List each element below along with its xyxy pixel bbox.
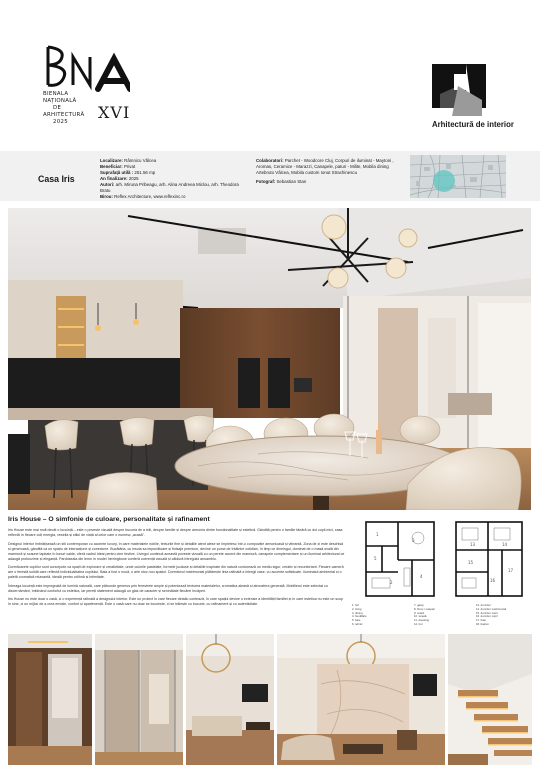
detail-row: Colaboratori: Parchet - Woodcore Cluj, Corpuri de iluminat - Maytoni , Aromas, Ceramice - Marazzi, Canapele, paturi - Milite, Mobila dining Artebruto Vâlcea, Mobila custom Ionut Strachinescu [256, 158, 394, 175]
edition-number: XVI [98, 103, 131, 122]
svg-text:17: 17 [508, 568, 514, 573]
category-label: Arhitectură de interior [432, 120, 514, 129]
article-paragraph: Iris House este mai mult decât o locuință – este o poveste vizuală despre bucuria de a trăi, despre familie și despre armonia dintre funcționalitate și estetică. Gândită pentru o familie tânără cu doi copii mici, casa reflectă în fiecare colț energia, veselia și stilul de viață al celor care o numesc „acasă". [8, 528, 343, 537]
photo-hallway [8, 634, 92, 765]
svg-text:3: 3 [412, 538, 415, 543]
svg-text:16: 16 [490, 578, 496, 583]
project-title: Casa Iris [38, 174, 75, 184]
detail-row: Suprafață utilă : 251.56 mp [100, 170, 156, 175]
location-map [410, 155, 506, 198]
detail-row: An finalizare: 2025 [100, 176, 139, 181]
project-details [100, 158, 250, 194]
photo-staircase [448, 634, 532, 765]
floor-plans [352, 516, 532, 628]
svg-text:15: 15 [468, 560, 474, 565]
main-photo-dining-kitchen [8, 208, 531, 510]
legend-column: 1. hol 2. living 3. dining 4. bucătărie 5. baie 6. tehnic [352, 603, 367, 626]
poster-header [0, 0, 540, 150]
detail-row: Autori: arh. Miruna Pribeagu, arh. Alina Andreea Miclou, arh. Theodora Bratu [100, 182, 239, 193]
article-paragraph: Iris House nu este doar o casă, ci o experiență rafinată a designului interior. Este un proiect în care fiecare detaliu contează, în care spațiul devine o extensie a identității familiei și în care estetica nu este un scop în sine, ci un mijloc de a crea emoție, confort și apartenență. Este o casă care nu doar se locuiește, ci se trăiește cu bucurie, cu rafinament și cu autenticitate. [8, 597, 344, 607]
legend-column: 13. dormitor 14. dormitor matrimonial 15. dormitor copil 16. dormitor copil 17. baie 18. balcon [476, 603, 507, 626]
article-paragraph: Dormitoarele copiilor sunt concepute ca spații de explorare și creativitate, unde culorile pastelate, formele jucăușe și detaliile inspirate din natură conturează un mediu sigur, creativ și reconfortant. Fiecare cameră are o ferestă solidă care reflectă individualitatea copilului. Baia a fost o nouă, o arie stuc nou spațiul. Dormitorul matrimonial plătărește linia rafinată a întregii case, cu accente sofisticate. Iluminatul ambiental și o paletă cromatică relaxantă, ideală pentru odihnă și intimitate. [8, 565, 344, 580]
svg-text:1: 1 [376, 532, 379, 537]
article-title: Iris House – O simfonie de culoare, personalitate și rafinament [8, 516, 210, 523]
svg-text:14: 14 [502, 542, 508, 547]
photo-living-marble [277, 634, 445, 765]
photo-living-tv [186, 634, 274, 765]
legend-column: 7. garaj 8. birou / oaspeți 9. scară 10. terasă 11. dressing 12. hol [414, 603, 435, 626]
office-line: Birou: Reflex Architecture, www.reflexinc.ro [100, 194, 186, 199]
photo-glass-door [95, 634, 183, 765]
article-paragraph: Designul interior îmbrățișează un stil contemporan cu accente luxury, în care materialele nobile, texturile fine și detaliile atent alese se împletesc într-o compoziție armonioasă și vibrantă. Zona de zi este deschisă și generoasă, gândită ca un spațiu de interacțiune și conexiune. Bucătăria, cu insula sa impunătoare și finisaje premium, devine un punct de întâlnire cotidian, în timp ce dineingul, dominat de o masă ovală din marmură și scaune tapițate în tonuri calde, oferă cadrul ideal pentru cine festive. Livingul continuă această poveste vizuală cu un perete accent din marmură, canapele complementare și un iluminat arhitectural ce adaugă profunzime și eleganță. Pardoseala din lemn în model herringbone conferă coerență vizuală și căldură întregului ansamblu. [8, 541, 345, 561]
bna-logo [40, 45, 130, 137]
bna-subtitle: BIENALA NAȚIONALĂ DE ARHITECTURĂ 2025 [43, 91, 85, 125]
plan-legend [352, 604, 532, 627]
svg-text:5: 5 [374, 556, 377, 561]
svg-text:2: 2 [390, 580, 393, 585]
project-info-band [0, 151, 540, 201]
collaborators [256, 158, 406, 185]
interior-architecture-icon [432, 64, 486, 116]
upper-floor-plan [456, 522, 522, 596]
svg-text:13: 13 [470, 542, 476, 547]
svg-text:4: 4 [420, 574, 423, 579]
article-body [8, 528, 345, 611]
detail-row: Localizare: Râmnicu Vâlcea [100, 158, 157, 163]
article-paragraph: Întreaga locuință este impregnată de lumină naturală, care pătrunde generos prin ferestrele ample și potențează texturea materialelor, cromatica aleasă și atmosfera generală. Mobilierul este selectat cu discernământ, îmbinând confortul cu estetica, iar pereții statement adaugă un glas de caracter și seninătate fiecărei încăperi. [8, 583, 328, 593]
detail-row: Fotograf: Sebastian Stan [256, 179, 307, 184]
detail-row: Beneficiar: Privat [100, 164, 136, 169]
